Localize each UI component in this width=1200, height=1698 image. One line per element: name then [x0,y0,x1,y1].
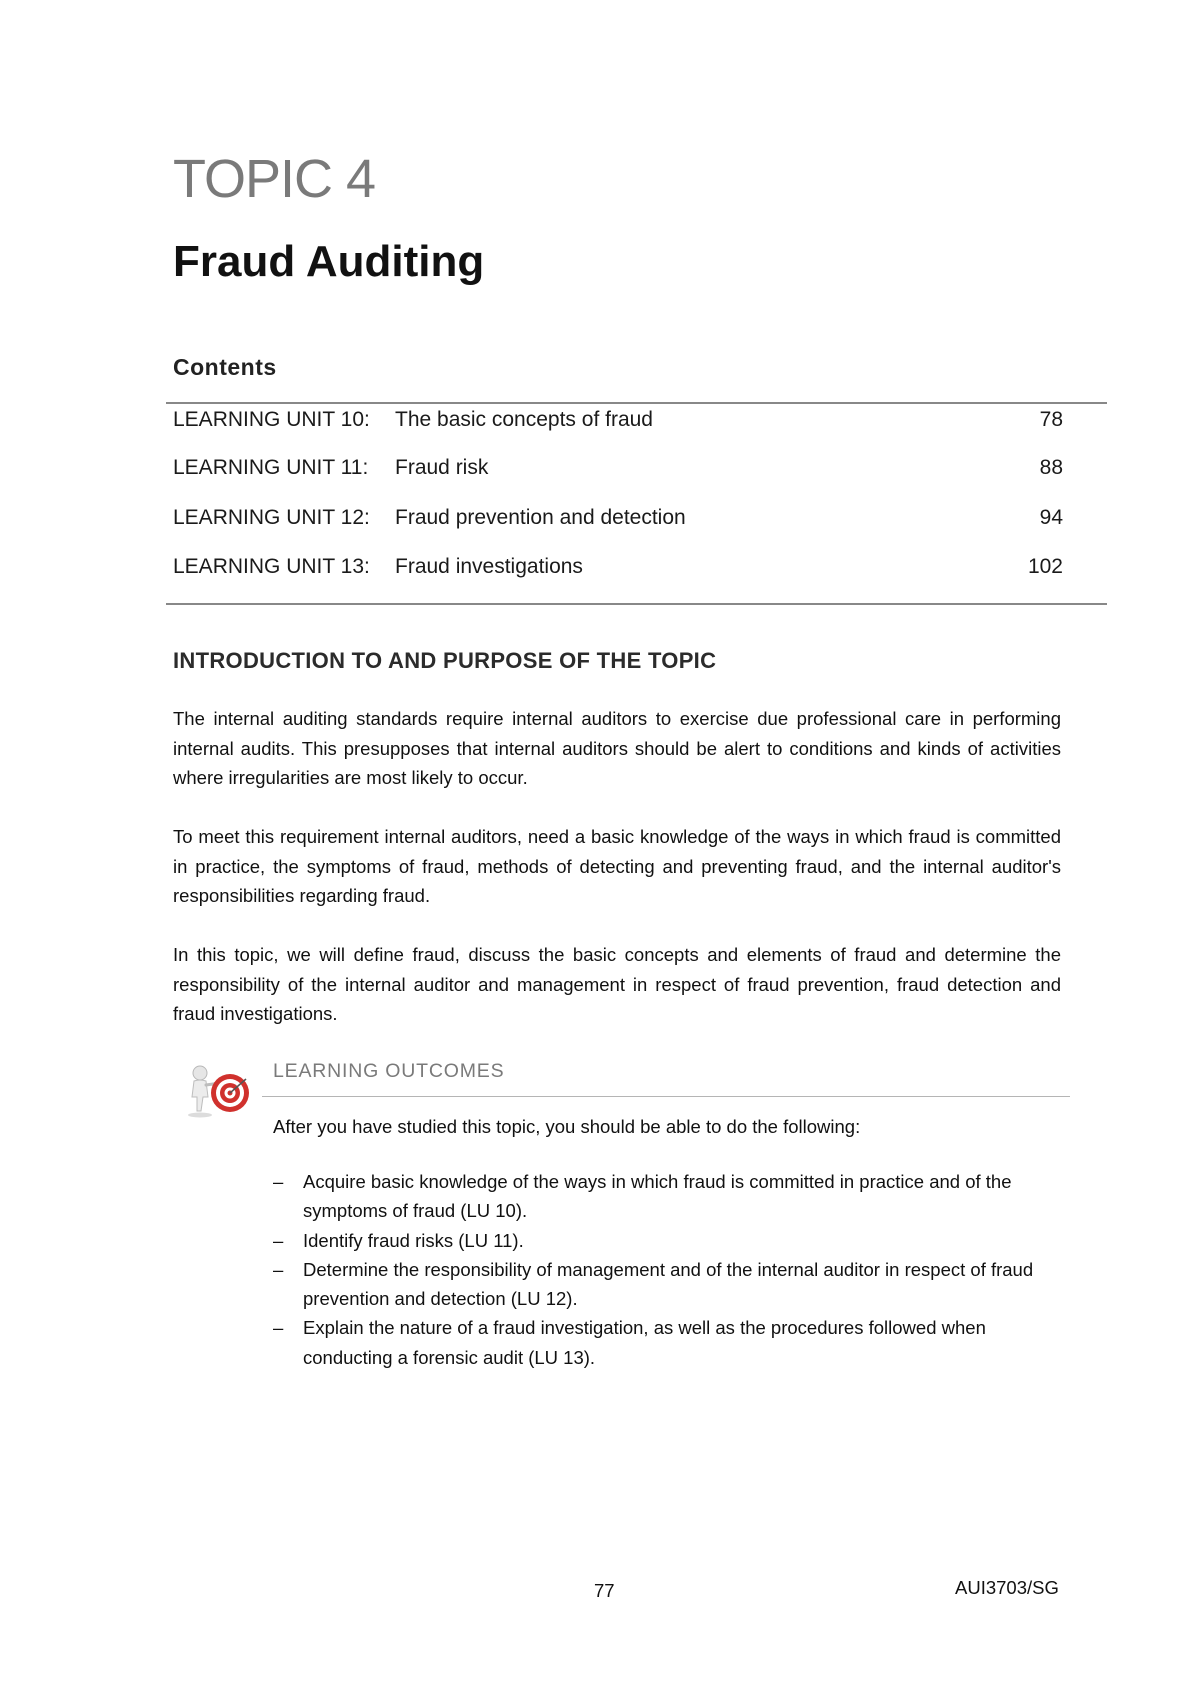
dash-bullet: – [273,1171,284,1192]
page-title: Fraud Auditing [173,237,485,286]
toc-title: Fraud risk [395,456,489,479]
intro-paragraph: In this topic, we will define fraud, discuss the basic concepts and elements of fraud and determine the responsibility of the internal auditor and management in respect of fraud prevention, fraud detection and fraud investigations. [173,944,1061,1024]
toc-row[interactable] [173,552,1063,582]
list-item-text: Identify fraud risks (LU 11). [303,1229,524,1251]
contents-bottom-rule [166,603,1107,605]
list-item [273,1313,1063,1372]
contents-top-rule [166,402,1107,404]
toc-unit: LEARNING UNIT 10: [173,408,370,431]
toc-row[interactable] [173,503,1063,533]
dash-bullet: – [273,1258,284,1280]
contents-heading: Contents [173,354,277,380]
toc-unit: LEARNING UNIT 11: [173,456,369,479]
list-item [273,1167,1063,1226]
toc-page: 94 [1039,506,1063,529]
toc-title: Fraud prevention and detection [395,506,686,529]
topic-label: TOPIC 4 [173,149,376,209]
toc-row[interactable] [173,453,1063,483]
dash-bullet: – [273,1317,284,1339]
toc-unit: LEARNING UNIT 13: [173,555,370,578]
list-item-text: Explain the nature of a fraud investigation, as well as the procedures followed when conducting a forensic audit (LU 13). [303,1317,986,1368]
section-heading: INTRODUCTION TO AND PURPOSE OF THE TOPIC [173,648,717,673]
toc-page: 102 [1027,555,1063,578]
course-code: AUI3703/SG [955,1577,1059,1598]
list-item [273,1255,1063,1314]
learning-outcomes-heading: LEARNING OUTCOMES [273,1060,505,1082]
target-figure-icon [186,1063,254,1119]
toc-row[interactable] [173,405,1063,435]
intro-paragraph: To meet this requirement internal auditors, need a basic knowledge of the ways in which fraud is committed in practice, the symptoms of fraud, methods of detecting and preventing fraud, and the internal auditor's responsibilities regarding fraud. [173,826,1061,906]
list-item-text: Acquire basic knowledge of the ways in which fraud is committed in practice and of the symptoms of fraud (LU 10). [303,1171,1012,1222]
dash-bullet: – [273,1229,284,1251]
learning-outcomes-list [273,1167,1063,1372]
learning-outcomes-intro: After you have studied this topic, you should be able to do the following: [273,1116,861,1137]
toc-page: 78 [1039,408,1063,431]
toc-page: 88 [1039,456,1063,479]
target-figure-icon-graphic [186,1063,254,1119]
list-item-text: Determine the responsibility of management and of the internal auditor in respect of fraud prevention and detection (LU 12). [303,1258,1034,1310]
toc-title: The basic concepts of fraud [395,408,653,431]
toc-title: Fraud investigations [395,555,583,578]
learning-outcomes-rule [262,1096,1070,1097]
list-item [273,1226,1063,1255]
page-number: 77 [594,1580,615,1601]
intro-paragraph: The internal auditing standards require internal auditors to exercise due professional care in performing internal audits. This presupposes that internal auditors should be alert to conditions and kinds of activities where irregularities are most likely to occur. [173,708,1061,788]
toc-unit: LEARNING UNIT 12: [173,506,370,529]
